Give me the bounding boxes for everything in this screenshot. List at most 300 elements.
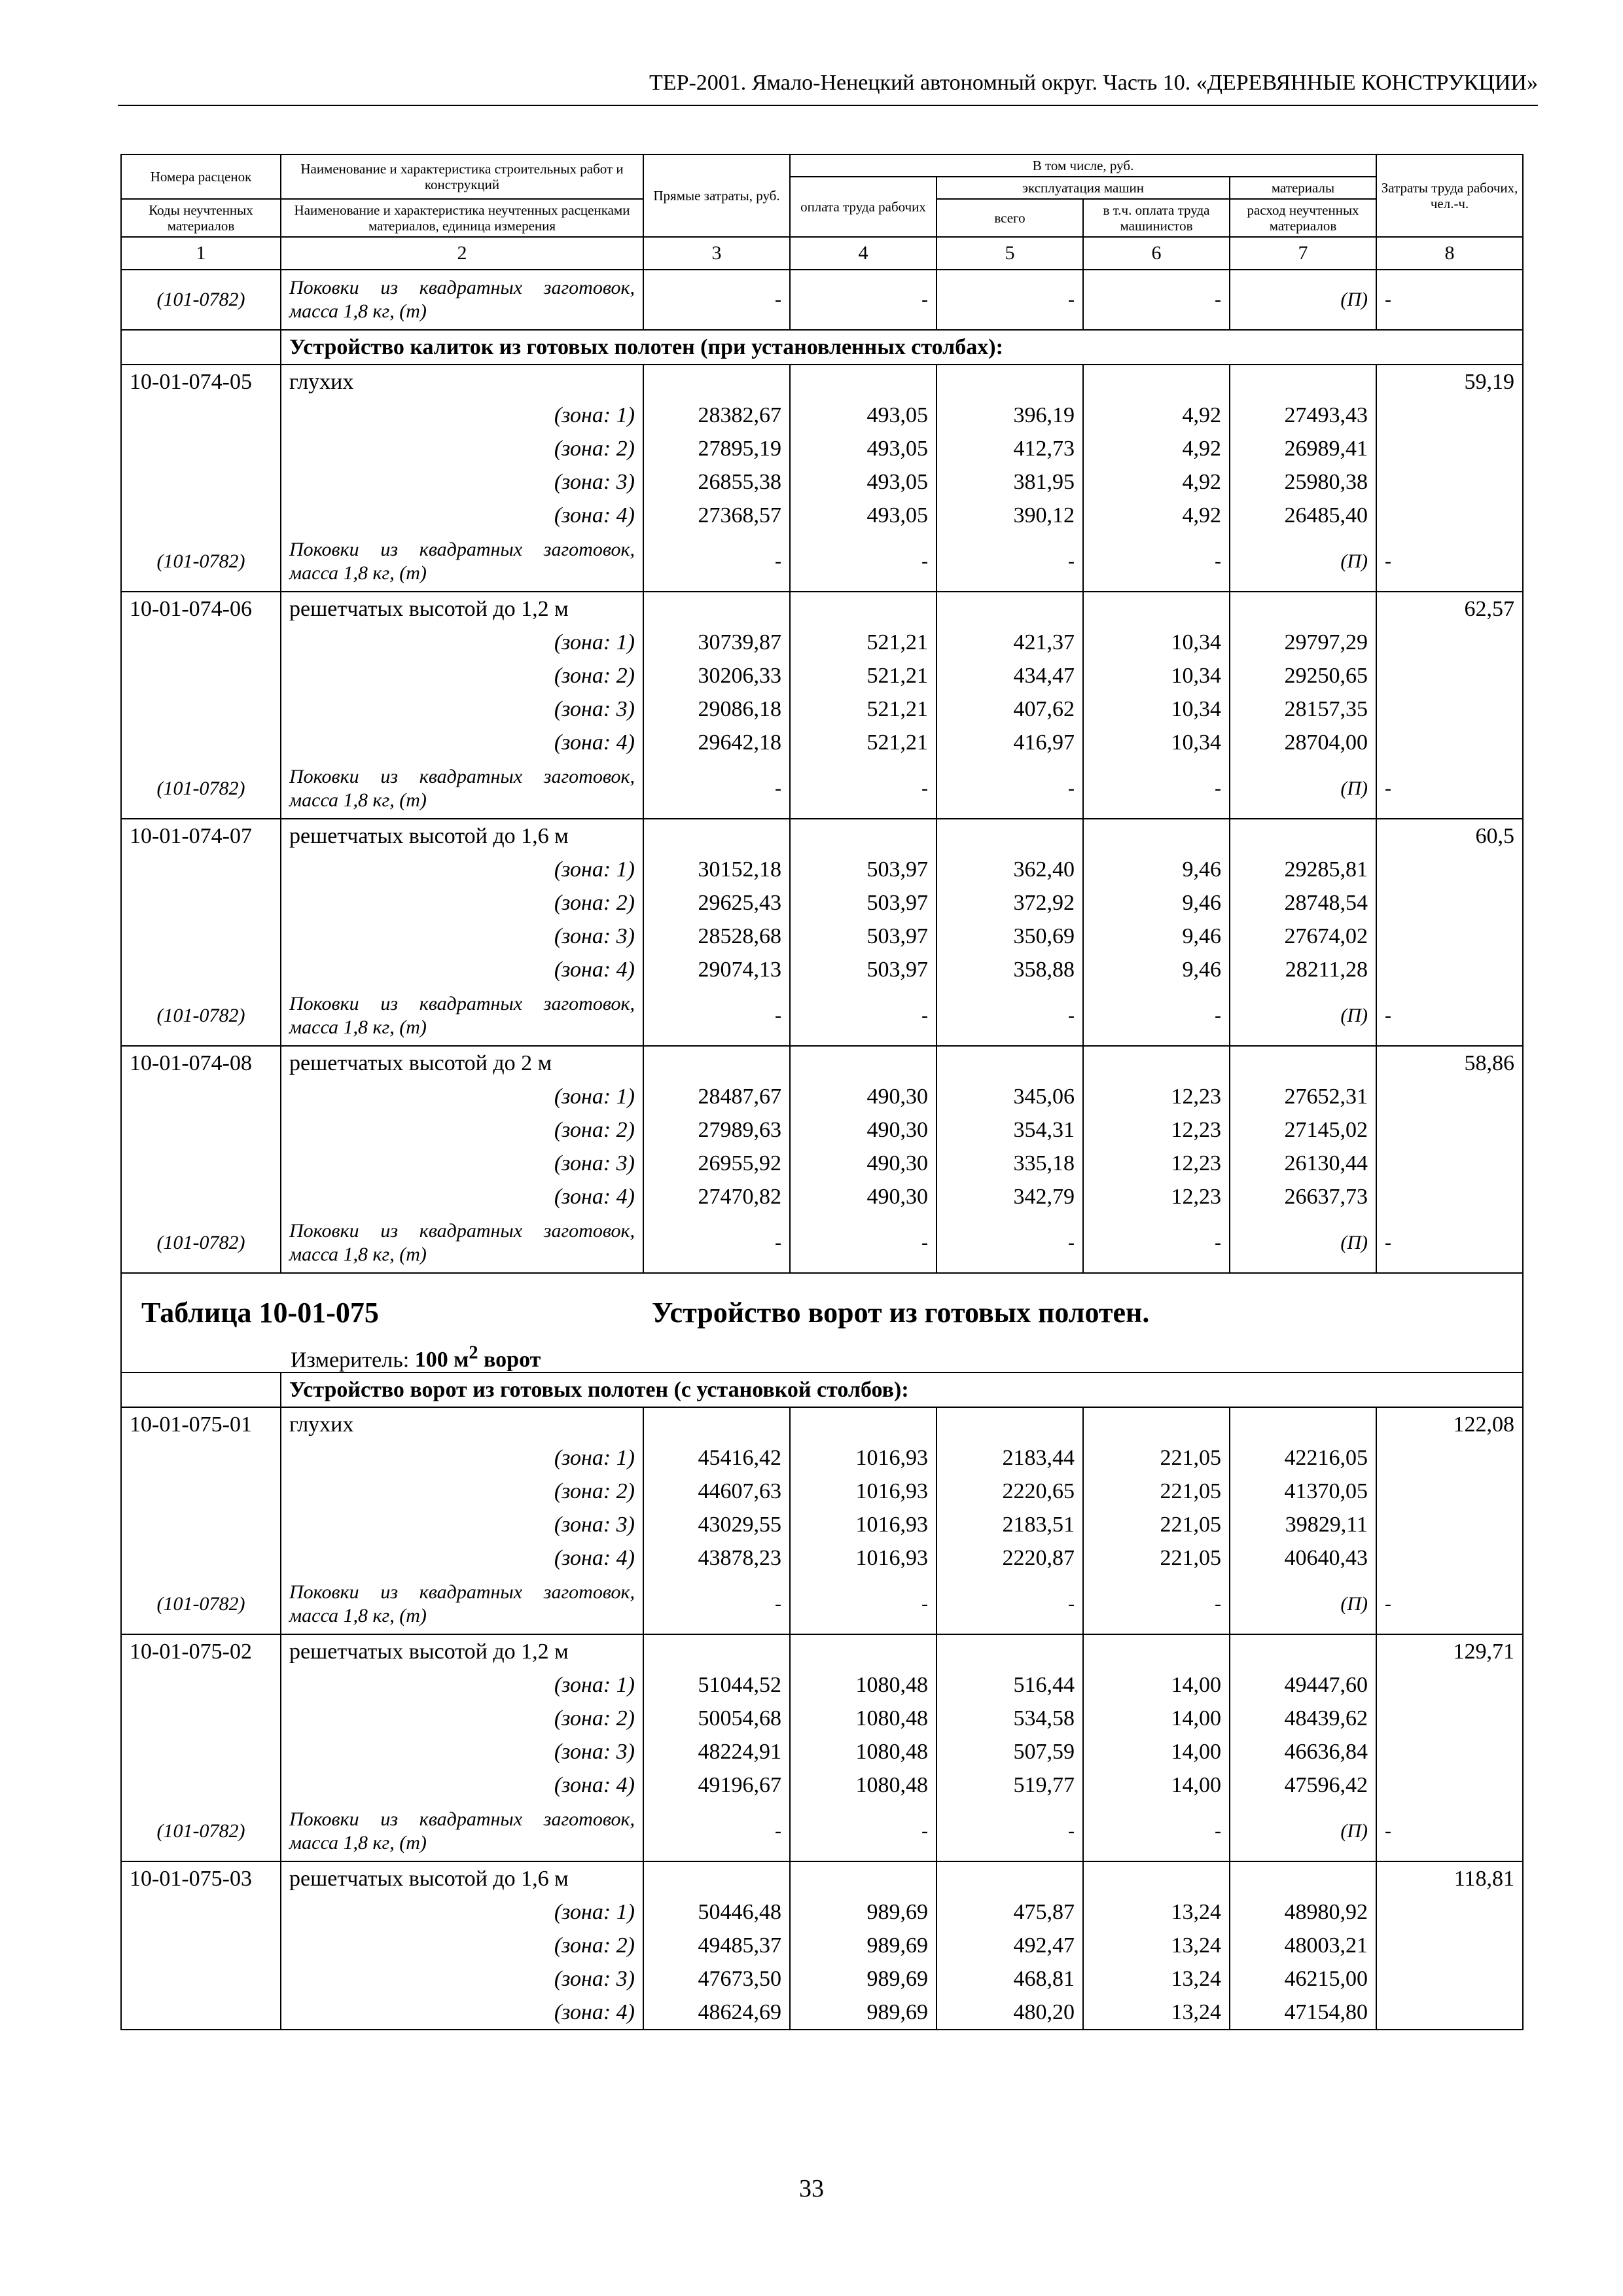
machines-value: 492,47 [936,1929,1083,1962]
material-row [121,986,1523,1046]
empty-cell [936,819,1083,853]
machines-value: 372,92 [936,886,1083,920]
empty-cell [1376,1180,1523,1213]
empty-cell [1083,365,1230,399]
rate-row [121,1634,1523,1668]
header-wages: оплата труда рабочих [790,177,936,237]
rate-code: 10-01-074-08 [121,1046,281,1080]
zone-label: (зона: 3) [281,920,643,953]
col-number: 8 [1376,237,1523,270]
unit-label: Измеритель: [291,1348,410,1372]
empty-cell [936,1407,1083,1441]
zone-label: (зона: 3) [281,1735,643,1768]
material-name: Поковки из квадратных заготовок, масса 1,8 кг, (т) [281,986,643,1046]
rates-table [120,154,1524,2030]
zone-row [121,1702,1523,1735]
labor-value: 62,57 [1376,592,1523,626]
material-name: Поковки из квадратных заготовок, масса 1,8 кг, (т) [281,532,643,592]
machines-value: 416,97 [936,726,1083,759]
wages-dash: - [790,270,936,330]
zone-row [121,465,1523,499]
direct-cost-value: 27895,19 [643,432,790,465]
direct-cost-value: 30206,33 [643,659,790,692]
header-unaccounted: расход неучтенных материалов [1230,199,1376,237]
machines-value: 381,95 [936,465,1083,499]
machines-dash: - [936,759,1083,819]
empty-cell [121,953,281,986]
empty-cell [1376,920,1523,953]
empty-cell [121,920,281,953]
wages-value: 1016,93 [790,1508,936,1541]
materials-value: 46215,00 [1230,1962,1376,1996]
material-row [121,759,1523,819]
empty-cell [121,499,281,532]
labor-value: 58,86 [1376,1046,1523,1080]
zone-row [121,692,1523,726]
empty-cell [643,819,790,853]
machines-dash: - [936,270,1083,330]
direct-cost-value: 45416,42 [643,1441,790,1475]
rate-row [121,365,1523,399]
machinists-dash: - [1083,1802,1230,1861]
empty-cell [121,726,281,759]
empty-cell [121,1147,281,1180]
materials-value: 46636,84 [1230,1735,1376,1768]
empty-cell [121,626,281,659]
machinists-value: 13,24 [1083,1929,1230,1962]
wages-value: 521,21 [790,692,936,726]
materials-value: 41370,05 [1230,1475,1376,1508]
rate-row [121,1861,1523,1895]
empty-cell [121,886,281,920]
empty-cell [121,1929,281,1962]
zone-label: (зона: 2) [281,1702,643,1735]
wages-value: 503,97 [790,853,936,886]
machines-dash: - [936,1575,1083,1634]
zone-row [121,1441,1523,1475]
materials-value: 49447,60 [1230,1668,1376,1702]
empty-cell [1376,1541,1523,1575]
empty-cell [1376,726,1523,759]
rate-code: 10-01-075-03 [121,1861,281,1895]
material-unit: (П) [1230,759,1376,819]
direct-cost-value: 30152,18 [643,853,790,886]
zone-row [121,920,1523,953]
machinists-value: 13,24 [1083,1962,1230,1996]
empty-cell [1083,592,1230,626]
zone-row [121,1080,1523,1113]
empty-cell [1083,1407,1230,1441]
empty-cell [1376,659,1523,692]
labor-value: 122,08 [1376,1407,1523,1441]
zone-row [121,726,1523,759]
direct-cost-value: 27368,57 [643,499,790,532]
labor-dash: - [1376,1802,1523,1861]
empty-cell [790,592,936,626]
machinists-dash: - [1083,270,1230,330]
zone-label: (зона: 2) [281,1475,643,1508]
empty-cell [1376,886,1523,920]
material-unit: (П) [1230,1213,1376,1273]
wages-value: 1080,48 [790,1735,936,1768]
zone-row [121,1929,1523,1962]
section-title: Устройство калиток из готовых полотен (при установленных столбах): [281,330,1523,365]
table-caption [121,1273,1523,1372]
wages-value: 521,21 [790,726,936,759]
direct-cost-dash: - [643,1213,790,1273]
material-row [121,270,1523,330]
empty-cell [643,365,790,399]
empty-cell [1376,1735,1523,1768]
empty-cell [1376,1929,1523,1962]
material-unit: (П) [1230,270,1376,330]
empty-cell [1376,626,1523,659]
empty-cell [643,1861,790,1895]
materials-value: 28748,54 [1230,886,1376,920]
empty-cell [1230,1634,1376,1668]
zone-row [121,1541,1523,1575]
wages-value: 521,21 [790,626,936,659]
header-machinists: в т.ч. оплата труда машинистов [1083,199,1230,237]
empty-cell [1376,1508,1523,1541]
direct-cost-value: 50446,48 [643,1895,790,1929]
direct-cost-value: 26955,92 [643,1147,790,1180]
empty-cell [1376,465,1523,499]
materials-value: 47154,80 [1230,1996,1376,2030]
machinists-value: 4,92 [1083,399,1230,432]
zone-row [121,659,1523,692]
empty-cell [1376,499,1523,532]
header-work-name: Наименование и характеристика строительных работ и конструкций [281,154,643,199]
labor-dash: - [1376,532,1523,592]
direct-cost-dash: - [643,759,790,819]
materials-value: 26637,73 [1230,1180,1376,1213]
wages-value: 1016,93 [790,1475,936,1508]
machinists-value: 221,05 [1083,1508,1230,1541]
labor-dash: - [1376,759,1523,819]
empty-cell [121,1080,281,1113]
zone-label: (зона: 2) [281,432,643,465]
machinists-value: 4,92 [1083,432,1230,465]
materials-value: 29285,81 [1230,853,1376,886]
machinists-value: 10,34 [1083,692,1230,726]
zone-label: (зона: 1) [281,1668,643,1702]
materials-value: 28157,35 [1230,692,1376,726]
direct-cost-dash: - [643,270,790,330]
direct-cost-value: 29625,43 [643,886,790,920]
machinists-dash: - [1083,1213,1230,1273]
material-code: (101-0782) [121,270,281,330]
unit-superscript: 2 [469,1343,478,1363]
material-row [121,1575,1523,1634]
empty-cell [121,1475,281,1508]
zone-label: (зона: 4) [281,1996,643,2030]
col-number: 4 [790,237,936,270]
direct-cost-value: 28528,68 [643,920,790,953]
zone-label: (зона: 4) [281,1541,643,1575]
materials-value: 27493,43 [1230,399,1376,432]
wages-value: 490,30 [790,1147,936,1180]
empty-cell [121,399,281,432]
wages-value: 521,21 [790,659,936,692]
direct-cost-dash: - [643,986,790,1046]
machines-value: 2220,65 [936,1475,1083,1508]
empty-cell [1376,1768,1523,1802]
wages-value: 493,05 [790,499,936,532]
section-spacer [121,330,281,365]
empty-cell [121,432,281,465]
wages-value: 493,05 [790,399,936,432]
wages-value: 490,30 [790,1180,936,1213]
direct-cost-value: 27470,82 [643,1180,790,1213]
materials-value: 29797,29 [1230,626,1376,659]
direct-cost-value: 29086,18 [643,692,790,726]
material-unit: (П) [1230,986,1376,1046]
materials-value: 48980,92 [1230,1895,1376,1929]
rate-name: решетчатых высотой до 1,2 м [281,1634,643,1668]
machines-value: 354,31 [936,1113,1083,1147]
header-machines: эксплуатация машин [936,177,1230,199]
zone-label: (зона: 4) [281,726,643,759]
empty-cell [936,1861,1083,1895]
materials-value: 42216,05 [1230,1441,1376,1475]
zone-row [121,1895,1523,1929]
materials-value: 39829,11 [1230,1508,1376,1541]
wages-value: 503,97 [790,953,936,986]
machinists-dash: - [1083,532,1230,592]
empty-cell [121,1508,281,1541]
machines-value: 534,58 [936,1702,1083,1735]
zone-row [121,953,1523,986]
machinists-value: 12,23 [1083,1180,1230,1213]
zone-label: (зона: 4) [281,499,643,532]
empty-cell [121,659,281,692]
empty-cell [1230,365,1376,399]
direct-cost-value: 28382,67 [643,399,790,432]
machinists-value: 12,23 [1083,1113,1230,1147]
materials-value: 40640,43 [1230,1541,1376,1575]
machinists-value: 13,24 [1083,1895,1230,1929]
wages-value: 1016,93 [790,1541,936,1575]
machines-value: 480,20 [936,1996,1083,2030]
wages-value: 1080,48 [790,1668,936,1702]
running-header: ТЕР-2001. Ямало-Ненецкий автономный округ. Часть 10. «ДЕРЕВЯННЫЕ КОНСТРУКЦИИ» [649,71,1538,95]
direct-cost-value: 50054,68 [643,1702,790,1735]
empty-cell [936,592,1083,626]
machines-value: 350,69 [936,920,1083,953]
empty-cell [1083,1861,1230,1895]
wages-dash: - [790,986,936,1046]
machines-value: 507,59 [936,1735,1083,1768]
labor-value: 60,5 [1376,819,1523,853]
empty-cell [121,465,281,499]
wages-value: 503,97 [790,920,936,953]
empty-cell [1376,1147,1523,1180]
col-number: 2 [281,237,643,270]
zone-label: (зона: 2) [281,1113,643,1147]
machines-value: 358,88 [936,953,1083,986]
direct-cost-dash: - [643,1802,790,1861]
materials-value: 26485,40 [1230,499,1376,532]
empty-cell [1230,1407,1376,1441]
material-code: (101-0782) [121,1802,281,1861]
rate-row [121,1046,1523,1080]
wages-value: 490,30 [790,1113,936,1147]
machines-value: 342,79 [936,1180,1083,1213]
empty-cell [121,1962,281,1996]
zone-row [121,1508,1523,1541]
empty-cell [1376,1113,1523,1147]
machinists-value: 12,23 [1083,1147,1230,1180]
section-heading [121,1372,1523,1407]
materials-value: 29250,65 [1230,659,1376,692]
empty-cell [936,1046,1083,1080]
zone-row [121,399,1523,432]
materials-value: 27145,02 [1230,1113,1376,1147]
col-number: 3 [643,237,790,270]
wages-value: 1080,48 [790,1768,936,1802]
materials-value: 27652,31 [1230,1080,1376,1113]
empty-cell [643,1634,790,1668]
machinists-value: 14,00 [1083,1668,1230,1702]
zone-label: (зона: 3) [281,692,643,726]
wages-value: 989,69 [790,1895,936,1929]
direct-cost-dash: - [643,532,790,592]
material-row [121,532,1523,592]
zone-label: (зона: 1) [281,1895,643,1929]
zone-row [121,1668,1523,1702]
material-row [121,1802,1523,1861]
machinists-value: 9,46 [1083,920,1230,953]
machinists-value: 13,24 [1083,1996,1230,2030]
empty-cell [1376,1895,1523,1929]
empty-cell [1083,1046,1230,1080]
empty-cell [790,819,936,853]
direct-cost-dash: - [643,1575,790,1634]
machines-value: 434,47 [936,659,1083,692]
empty-cell [936,365,1083,399]
materials-value: 28211,28 [1230,953,1376,986]
col-number: 7 [1230,237,1376,270]
section-heading [121,330,1523,365]
empty-cell [121,1768,281,1802]
machines-value: 407,62 [936,692,1083,726]
empty-cell [1376,1996,1523,2030]
rate-name: глухих [281,1407,643,1441]
zone-label: (зона: 4) [281,1180,643,1213]
empty-cell [1376,1668,1523,1702]
machines-value: 421,37 [936,626,1083,659]
machines-value: 396,19 [936,399,1083,432]
rate-row [121,592,1523,626]
direct-cost-value: 51044,52 [643,1668,790,1702]
rate-name: решетчатых высотой до 1,6 м [281,819,643,853]
labor-dash: - [1376,1213,1523,1273]
empty-cell [121,1541,281,1575]
zone-row [121,1962,1523,1996]
zone-label: (зона: 2) [281,659,643,692]
zone-label: (зона: 1) [281,1441,643,1475]
wages-value: 989,69 [790,1929,936,1962]
zone-label: (зона: 4) [281,953,643,986]
unit-value [414,1343,541,1372]
machines-value: 390,12 [936,499,1083,532]
machines-value: 362,40 [936,853,1083,886]
machinists-dash: - [1083,759,1230,819]
materials-value: 25980,38 [1230,465,1376,499]
wages-value: 493,05 [790,465,936,499]
header-machines-total: всего [936,199,1083,237]
table-number: Таблица 10-01-075 [141,1297,379,1329]
direct-cost-value: 29074,13 [643,953,790,986]
empty-cell [1376,692,1523,726]
material-code: (101-0782) [121,532,281,592]
wages-value: 989,69 [790,1996,936,2030]
empty-cell [1376,853,1523,886]
empty-cell [121,1441,281,1475]
col-number: 1 [121,237,281,270]
machines-value: 335,18 [936,1147,1083,1180]
material-name: Поковки из квадратных заготовок, масса 1,8 кг, (т) [281,1575,643,1634]
material-code: (101-0782) [121,1213,281,1273]
direct-cost-value: 43878,23 [643,1541,790,1575]
material-name: Поковки из квадратных заготовок, масса 1,8 кг, (т) [281,1802,643,1861]
material-unit: (П) [1230,1575,1376,1634]
empty-cell [1376,432,1523,465]
table-unit [291,1336,541,1372]
rate-name: решетчатых высотой до 1,6 м [281,1861,643,1895]
zone-label: (зона: 1) [281,626,643,659]
empty-cell [1230,1861,1376,1895]
machines-value: 2183,51 [936,1508,1083,1541]
machines-value: 468,81 [936,1962,1083,1996]
direct-cost-value: 43029,55 [643,1508,790,1541]
empty-cell [790,1861,936,1895]
empty-cell [121,1113,281,1147]
header-labor: Затраты труда рабочих, чел.-ч. [1376,154,1523,237]
materials-value: 48439,62 [1230,1702,1376,1735]
empty-cell [936,1634,1083,1668]
empty-cell [1230,592,1376,626]
rate-row [121,819,1523,853]
wages-value: 493,05 [790,432,936,465]
labor-value: 129,71 [1376,1634,1523,1668]
wages-dash: - [790,532,936,592]
machinists-value: 4,92 [1083,499,1230,532]
machines-dash: - [936,1802,1083,1861]
empty-cell [790,1046,936,1080]
empty-cell [1376,1702,1523,1735]
machinists-dash: - [1083,986,1230,1046]
machinists-value: 14,00 [1083,1768,1230,1802]
materials-value: 26130,44 [1230,1147,1376,1180]
rate-code: 10-01-075-01 [121,1407,281,1441]
empty-cell [643,592,790,626]
zone-row [121,432,1523,465]
direct-cost-value: 49485,37 [643,1929,790,1962]
table-caption-row [121,1273,1523,1372]
labor-dash: - [1376,986,1523,1046]
empty-cell [1376,953,1523,986]
rate-row [121,1407,1523,1441]
empty-cell [121,1996,281,2030]
header-rule [118,105,1538,106]
empty-cell [643,1407,790,1441]
machinists-value: 221,05 [1083,1541,1230,1575]
machinists-value: 12,23 [1083,1080,1230,1113]
materials-value: 26989,41 [1230,432,1376,465]
machines-value: 475,87 [936,1895,1083,1929]
